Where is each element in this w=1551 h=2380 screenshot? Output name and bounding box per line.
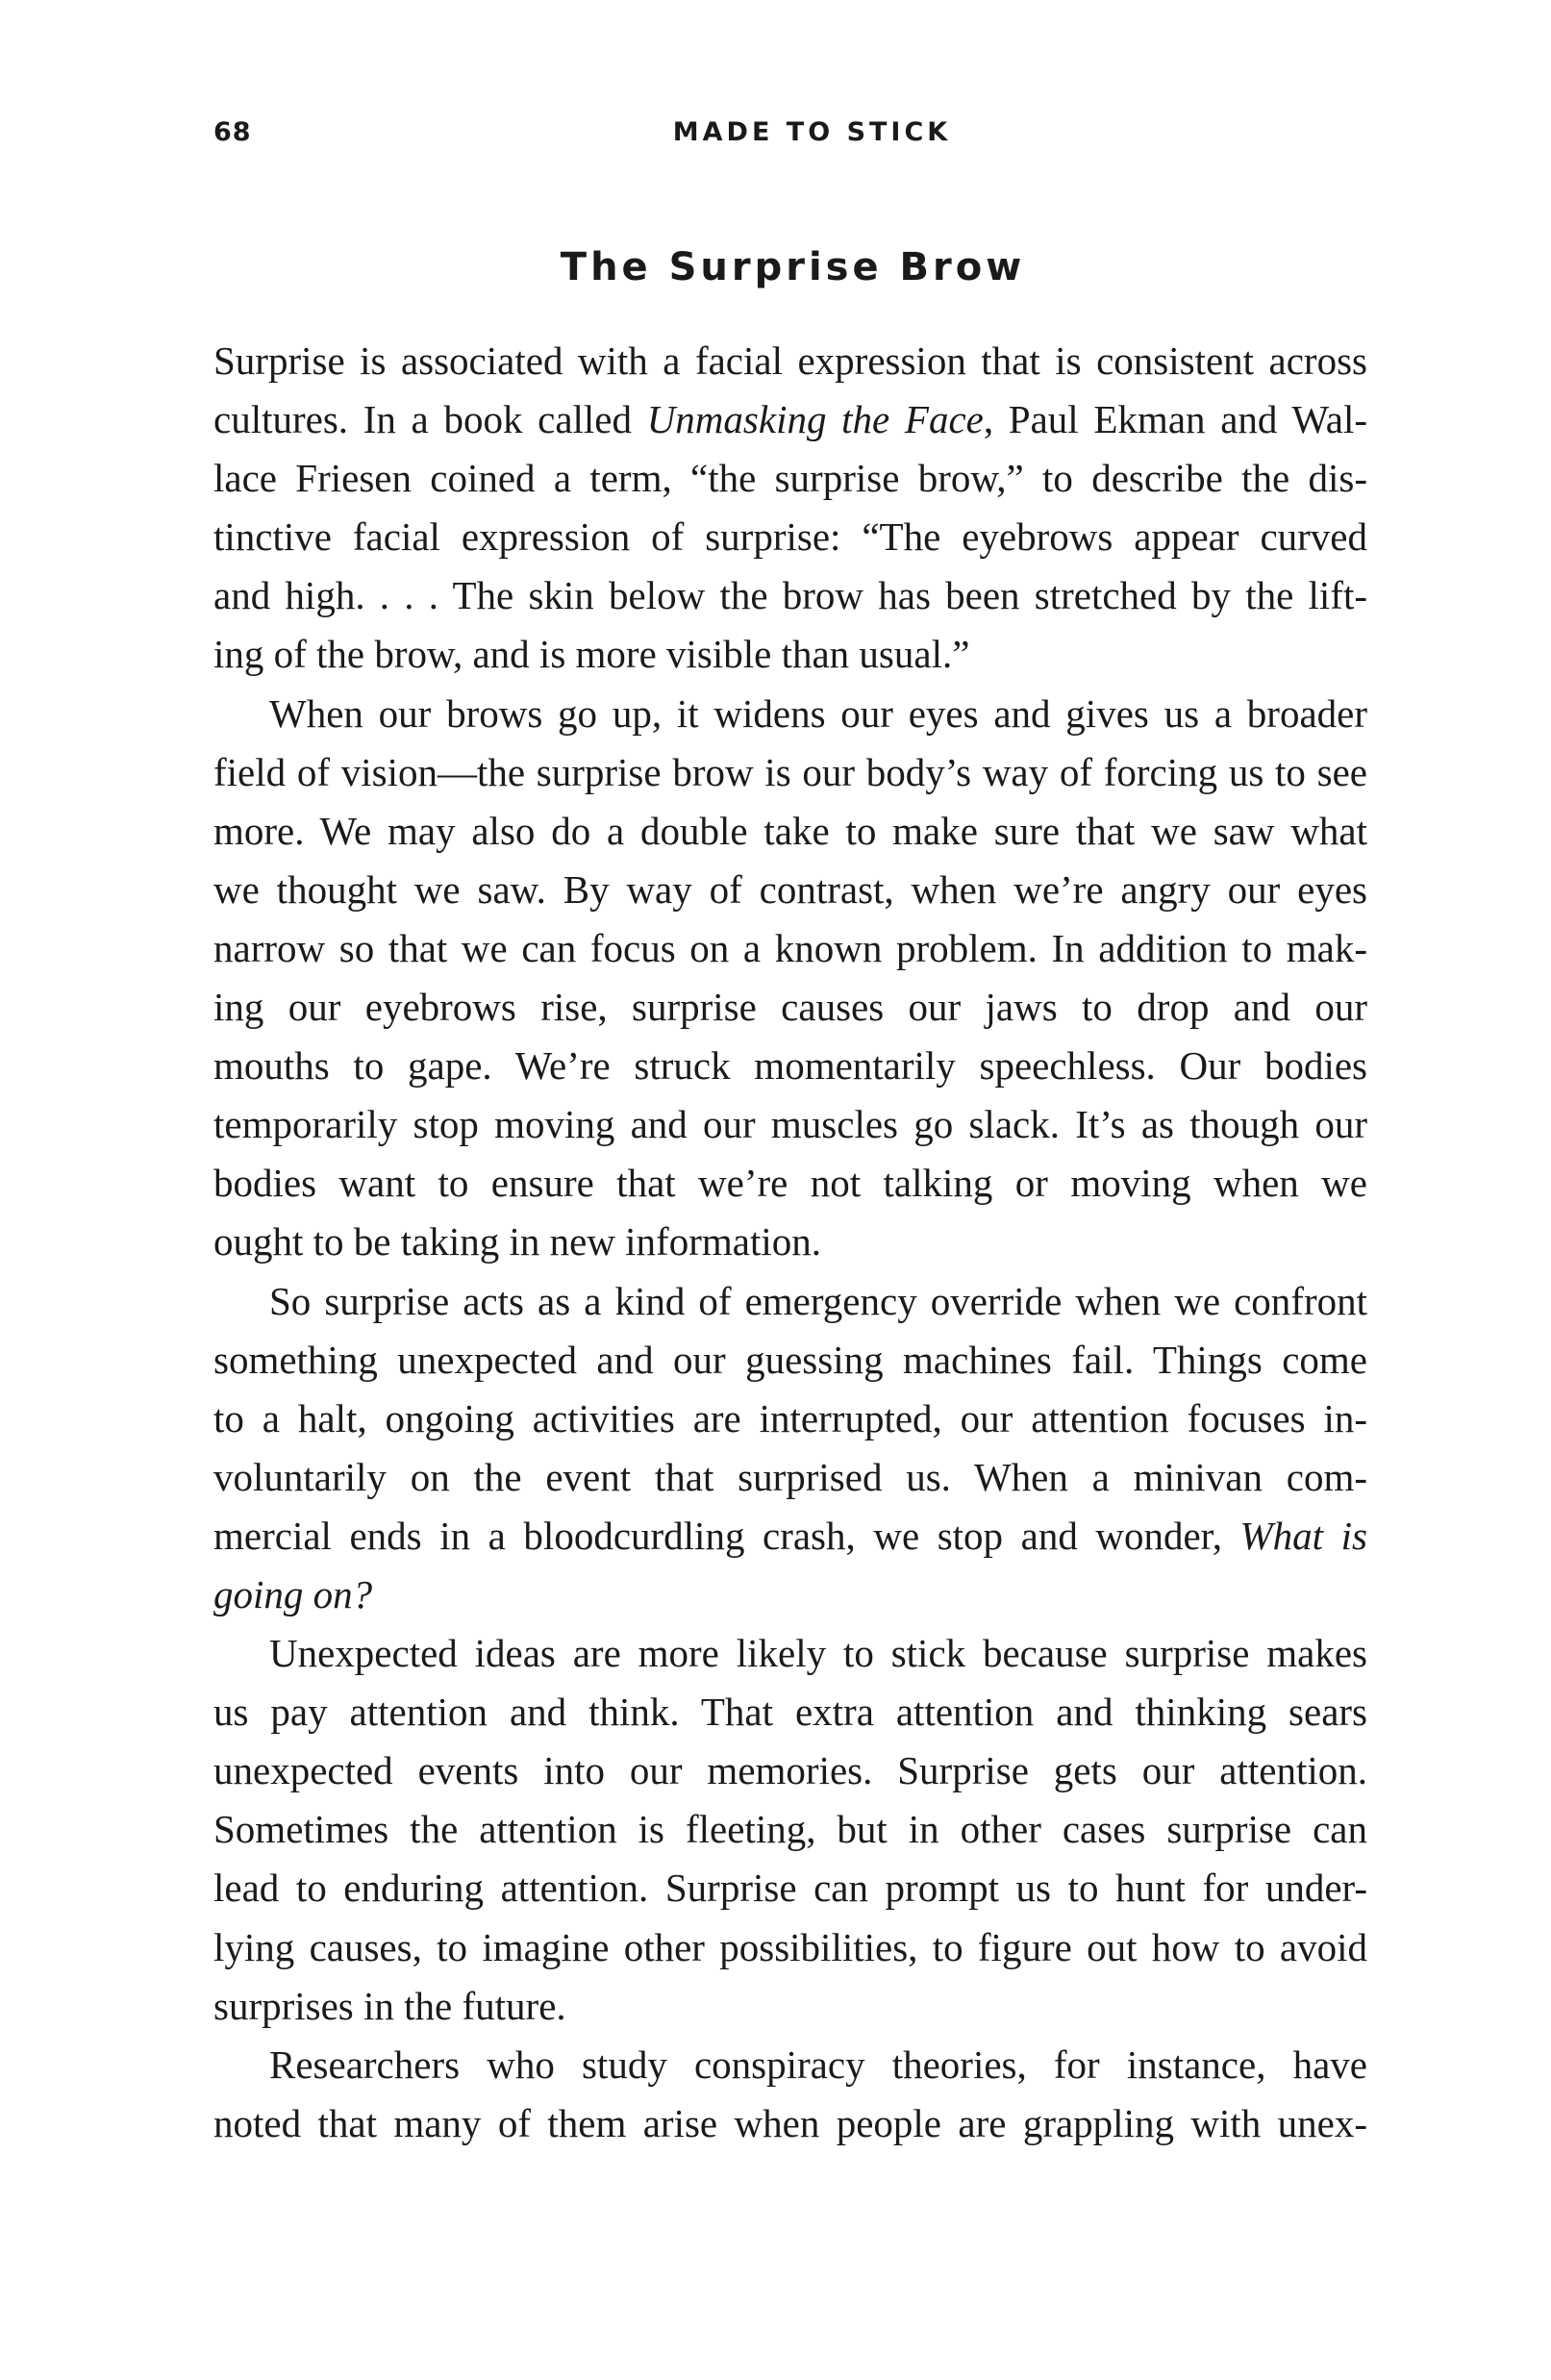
text-line: lying causes, to imagine other possibilities, to figure out how to avoid — [213, 1924, 1367, 1969]
text-line: When our brows go up, it widens our eyes and gives us a broader — [269, 690, 1367, 736]
text-line: something unexpected and our guessing machines fail. Things come — [213, 1337, 1367, 1382]
text-line: lead to enduring attention. Surprise can prompt us to hunt for under- — [213, 1866, 1367, 1911]
book-reference: Unmasking the Face — [646, 397, 984, 442]
text-line: to a halt, ongoing activities are interrupted, our attention focuses in- — [213, 1395, 1367, 1441]
page-number: 68 — [213, 117, 252, 147]
text-line: noted that many of them arise when people are grappling with unex- — [213, 2100, 1367, 2145]
text-line: unexpected events into our memories. Surprise gets our attention. — [213, 1748, 1367, 1793]
text-line: Surprise is associated with a facial expression that is consistent across — [213, 338, 1367, 383]
text-line: mouths to gape. We’re struck momentarily speechless. Our bodies — [213, 1043, 1367, 1089]
text-line: cultures. In a book called Unmasking the Face, Paul Ekman and Wal- — [213, 397, 1368, 442]
italic-phrase: going on? — [213, 1571, 373, 1616]
text-line: bodies want to ensure that we’re not talking or moving when we — [213, 1161, 1367, 1206]
text-line: lace Friesen coined a term, “the surprise brow,” to describe the dis- — [213, 456, 1367, 501]
text-line: field of vision—the surprise brow is our body’s way of forcing us to see — [213, 749, 1367, 794]
text-line: surprises in the future. — [213, 1983, 566, 2028]
section-heading: The Surprise Brow — [560, 245, 1026, 289]
text-line: we thought we saw. By way of contrast, when we’re angry our eyes — [213, 866, 1367, 912]
text-line: mercial ends in a bloodcurdling crash, we stop and wonder, What is — [213, 1513, 1367, 1558]
text-line: more. We may also do a double take to make sure that we saw what — [213, 808, 1367, 853]
text-line: temporarily stop moving and our muscles go slack. It’s as though our — [213, 1102, 1367, 1147]
text-line: and high. . . . The skin below the brow has been stretched by the lift- — [213, 573, 1367, 618]
text-line: narrow so that we can focus on a known problem. In addition to mak- — [213, 925, 1367, 970]
text-line — [213, 1566, 1367, 1624]
text-line: So surprise acts as a kind of emergency override when we confront — [269, 1278, 1367, 1323]
text-line: us pay attention and think. That extra attention and thinking sears — [213, 1690, 1367, 1735]
text-line: tinctive facial expression of surprise: “The eyebrows appear curved — [213, 514, 1367, 560]
running-head — [213, 117, 1372, 156]
italic-phrase: What is — [1239, 1513, 1367, 1558]
text-line: ing of the brow, and is more visible than usual.” — [213, 632, 970, 677]
text-line: Researchers who study conspiracy theories, for instance, have — [269, 2042, 1367, 2087]
text-line: Unexpected ideas are more likely to stick because surprise makes — [269, 1631, 1367, 1676]
text-line: ing our eyebrows rise, surprise causes our jaws to drop and our — [213, 985, 1367, 1030]
book-title: MADE TO STICK — [672, 117, 952, 147]
text-line: ought to be taking in new information. — [213, 1219, 821, 1265]
text-line: voluntarily on the event that surprised us. When a minivan com- — [213, 1454, 1367, 1499]
body-text — [213, 332, 1367, 2153]
text-line: Sometimes the attention is fleeting, but in other cases surprise can — [213, 1807, 1367, 1852]
